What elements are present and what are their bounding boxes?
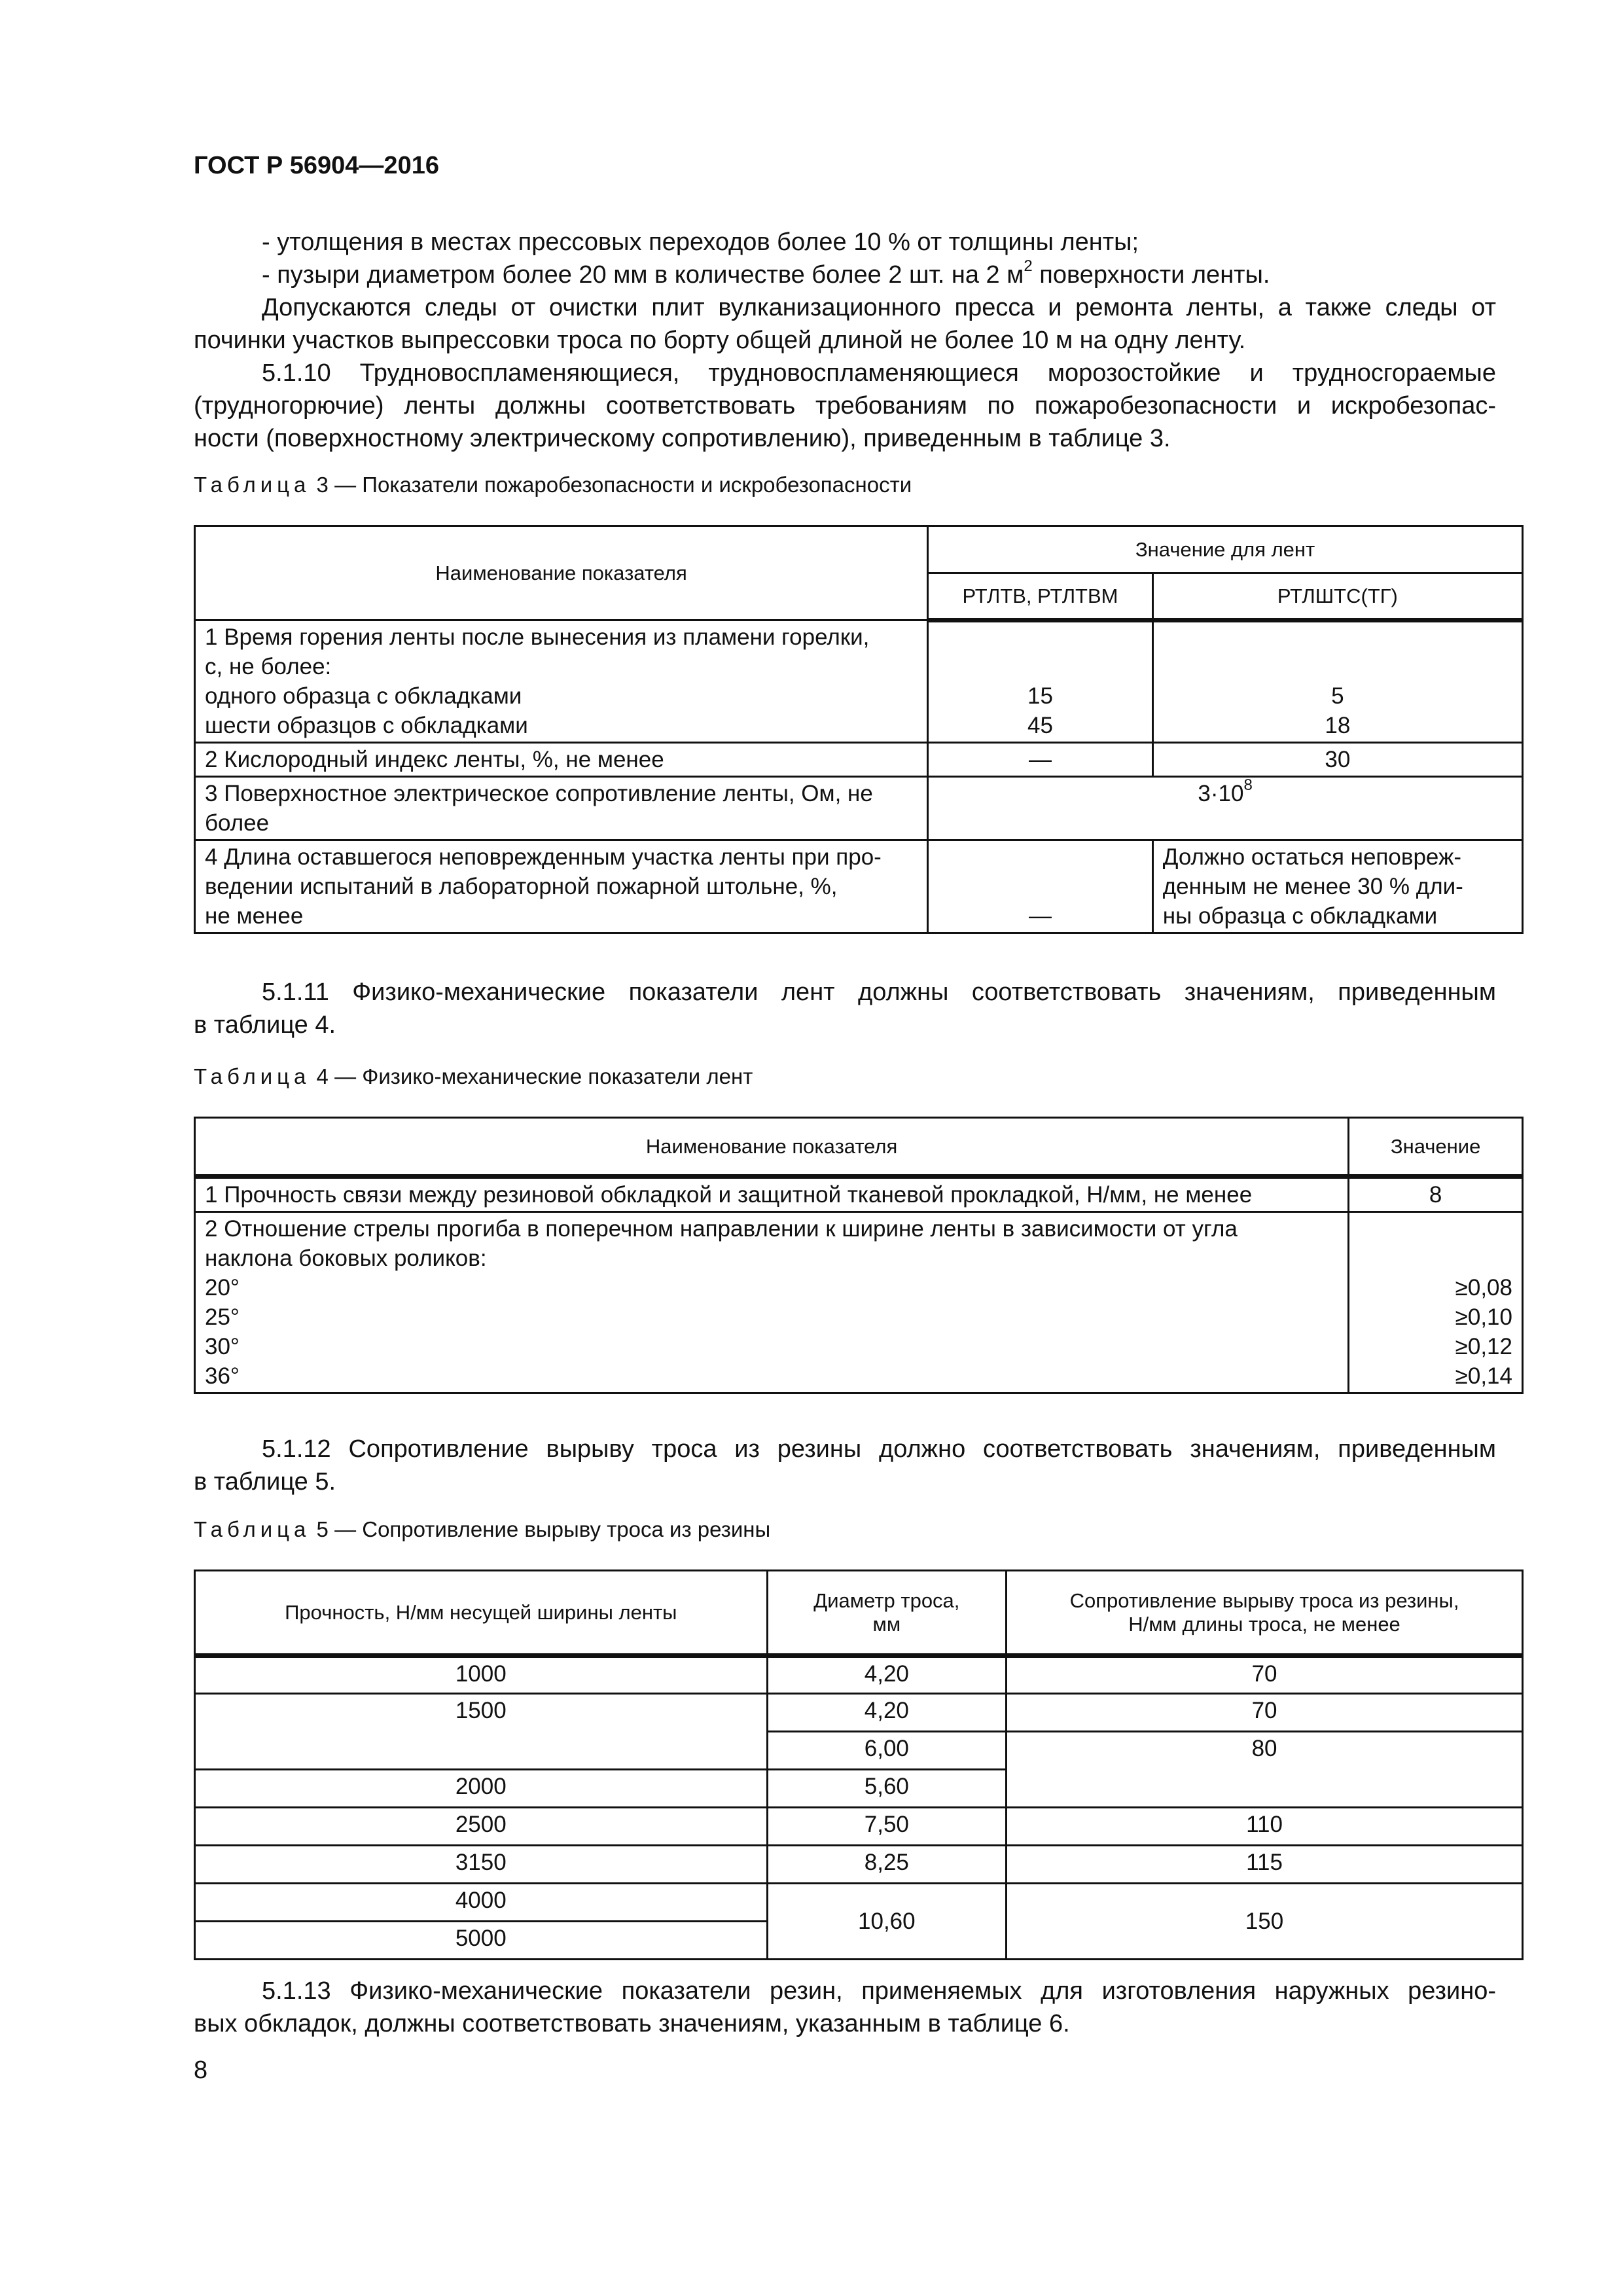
t4-r2-line-2: наклона боковых роликов: — [205, 1246, 487, 1271]
t5-strength-1000: 1000 — [195, 1656, 768, 1694]
intro-line-2-tail: поверхности ленты. — [1032, 261, 1270, 289]
t3-r4-val2-line-2: денным не менее 30 % дли- — [1162, 874, 1463, 899]
t4-value-36: ≥0,14 — [1455, 1363, 1512, 1389]
area-unit-superscript: 2 — [1024, 257, 1033, 276]
t4-row-2 — [195, 1212, 1523, 1393]
t3-row-3 — [195, 777, 1523, 840]
intro-line-3: Допускаются следы от очистки плит вулканизационного пресса и ремонта ленты, а также следы от — [262, 294, 1496, 321]
t3-r1-line-1: 1 Время горения ленты после вынесения из пламени горелки, — [205, 624, 870, 650]
t5-diameter-2500: 7,50 — [767, 1808, 1007, 1846]
t5-header-diameter — [767, 1571, 1007, 1656]
t5-strength-1500: 1500 — [195, 1694, 768, 1770]
t5-diameter-1500-b: 6,00 — [767, 1732, 1007, 1770]
t5-row-2500 — [195, 1808, 1523, 1846]
t5-resistance-2500: 110 — [1007, 1808, 1523, 1846]
t4-r1-name: 1 Прочность связи между резиновой обкладкой и защитной тканевой прокладкой, Н/мм, не менее — [195, 1177, 1349, 1212]
t3-r4-line-3: не менее — [205, 903, 304, 929]
t5-strength-3150: 3150 — [195, 1846, 768, 1884]
t4-row-1 — [195, 1177, 1523, 1212]
intro-line-1: - утолщения в местах прессовых переходов более 10 % от толщины ленты; — [262, 228, 1139, 256]
t5-header-strength: Прочность, Н/мм несущей ширины ленты — [195, 1571, 768, 1656]
t5-diameter-1000: 4,20 — [767, 1656, 1007, 1694]
t3-row-1 — [195, 620, 1523, 743]
t5-row-4000 — [195, 1884, 1523, 1922]
table-5-caption-word: Таблица — [194, 1517, 311, 1541]
t3-r1-val2 — [1152, 620, 1522, 743]
table-5-caption — [194, 1517, 770, 1542]
t3-r3-name — [195, 777, 928, 840]
t5-strength-4000: 4000 — [195, 1884, 768, 1922]
table-5-caption-title: 5 — Сопротивление вырыву троса из резины — [310, 1517, 771, 1541]
t5-resistance-4000-5000: 150 — [1007, 1884, 1523, 1960]
table-3-caption — [194, 473, 912, 497]
t4-angle-30: 30° — [205, 1334, 240, 1359]
t3-r1-line-2: с, не более: — [205, 654, 332, 679]
t5-row-1500-a — [195, 1694, 1523, 1732]
t3-r4-val2 — [1152, 840, 1522, 933]
table-4-caption — [194, 1064, 753, 1089]
t3-r1-val2-b: 18 — [1325, 713, 1351, 738]
t4-r2-values — [1349, 1212, 1523, 1393]
t3-r3-val — [928, 777, 1523, 840]
table-4-caption-title: 4 — Физико-механические показатели лент — [310, 1064, 753, 1088]
table-3-caption-title: 3 — Показатели пожаробезопасности и искробезопасности — [310, 473, 912, 497]
t4-r2-name — [195, 1212, 1349, 1393]
t3-r2-val2: 30 — [1152, 743, 1522, 777]
t3-r4-line-2: ведении испытаний в лабораторной пожарной штольне, %, — [205, 874, 838, 899]
t3-header-name: Наименование показателя — [195, 526, 928, 620]
t5-row-1000 — [195, 1656, 1523, 1694]
t3-r2-val1: — — [928, 743, 1153, 777]
t4-r1-val: 8 — [1349, 1177, 1523, 1212]
t5-strength-2500: 2500 — [195, 1808, 768, 1846]
t3-r1-line-3: одного образца с обкладками — [205, 683, 522, 709]
t4-r2-line-1: 2 Отношение стрелы прогиба в поперечном направлении к ширине ленты в зависимости от угла — [205, 1216, 1238, 1242]
t3-r4-line-1: 4 Длина оставшегося неповрежденным участка ленты при про- — [205, 844, 882, 870]
t5-diameter-2000: 5,60 — [767, 1770, 1007, 1808]
intro-line-4: починки участков выпрессовки троса по борту общей длиной не более 10 м на одну ленту. — [194, 327, 1246, 354]
clause-5-1-10-line-1: 5.1.10 Трудновоспламеняющиеся, трудновоспламеняющиеся морозостойкие и трудносгораемые — [262, 359, 1496, 387]
clause-5-1-10-line-3: ности (поверхностному электрическому сопротивлению), приведенным в таблице 3. — [194, 425, 1171, 452]
t3-header-value: Значение для лент — [928, 526, 1523, 573]
clause-5-1-11-line-2: в таблице 4. — [194, 1011, 336, 1039]
t3-r1-val1 — [928, 620, 1153, 743]
t3-r1-val2-a: 5 — [1331, 683, 1344, 709]
t5-header-resistance — [1007, 1571, 1523, 1656]
intro-line-2 — [262, 259, 1496, 291]
t5-resistance-80: 80 — [1007, 1732, 1523, 1808]
t3-row-2 — [195, 743, 1523, 777]
table-3 — [194, 525, 1524, 934]
clause-5-1-11-line-1: 5.1.11 Физико-механические показатели лент должны соответствовать значениям, приведенным — [262, 978, 1496, 1006]
t5-diameter-3150: 8,25 — [767, 1846, 1007, 1884]
t3-r3-val-base: 3·10 — [1198, 781, 1244, 806]
intro-line-2-text: - пузыри диаметром более 20 мм в количестве более 2 шт. на 2 м — [262, 261, 1024, 289]
t3-r4-val1: — — [928, 840, 1153, 933]
t5-resistance-1500-a: 70 — [1007, 1694, 1523, 1732]
t3-r1-val1-b: 45 — [1027, 713, 1053, 738]
t4-header-name: Наименование показателя — [195, 1118, 1349, 1177]
t5-diameter-1500-a: 4,20 — [767, 1694, 1007, 1732]
t4-value-20: ≥0,08 — [1455, 1275, 1512, 1300]
t3-r4-val2-line-3: ны образца с обкладками — [1162, 903, 1438, 929]
clause-5-1-13-line-2: вых обкладок, должны соответствовать значениям, указанным в таблице 6. — [194, 2010, 1070, 2037]
t4-angle-20: 20° — [205, 1275, 240, 1300]
t3-r1-val1-a: 15 — [1027, 683, 1053, 709]
clause-5-1-13-line-1: 5.1.13 Физико-механические показатели резин, применяемых для изготовления наружных резино- — [262, 1977, 1496, 2005]
t5-header-diameter-line-1: Диаметр троса, — [813, 1588, 960, 1612]
t4-angle-36: 36° — [205, 1363, 240, 1389]
t5-resistance-1000: 70 — [1007, 1656, 1523, 1694]
t3-r3-val-exponent: 8 — [1243, 776, 1253, 795]
table-5 — [194, 1570, 1524, 1960]
t5-header-resistance-line-2: Н/мм длины троса, не менее — [1128, 1612, 1400, 1636]
clause-5-1-12-line-1: 5.1.12 Сопротивление вырыву троса из резины должно соответствовать значениям, приведенным — [262, 1435, 1496, 1463]
t4-value-30: ≥0,12 — [1455, 1334, 1512, 1359]
t3-header-col1: РТЛТВ, РТЛТВМ — [928, 573, 1153, 620]
clause-5-1-12-line-2: в таблице 5. — [194, 1468, 336, 1496]
t3-r4-name — [195, 840, 928, 933]
t3-row-4 — [195, 840, 1523, 933]
t3-r2-name: 2 Кислородный индекс ленты, %, не менее — [195, 743, 928, 777]
t5-strength-2000: 2000 — [195, 1770, 768, 1808]
t3-r3-line-2: более — [205, 810, 270, 836]
page-number: 8 — [194, 2056, 208, 2084]
table-4-caption-word: Таблица — [194, 1064, 311, 1088]
t5-row-3150 — [195, 1846, 1523, 1884]
t3-header-col2: РТЛШТС(ТГ) — [1152, 573, 1522, 620]
t5-header-diameter-line-2: мм — [872, 1612, 901, 1636]
t3-r3-line-1: 3 Поверхностное электрическое сопротивление ленты, Ом, не — [205, 781, 873, 806]
t5-strength-5000: 5000 — [195, 1922, 768, 1960]
t5-resistance-3150: 115 — [1007, 1846, 1523, 1884]
table-4 — [194, 1117, 1524, 1394]
t4-angle-25: 25° — [205, 1304, 240, 1330]
standard-id-header: ГОСТ Р 56904—2016 — [194, 152, 439, 179]
t4-header-value: Значение — [1349, 1118, 1523, 1177]
t5-header-resistance-line-1: Сопротивление вырыву троса из резины, — [1069, 1588, 1459, 1612]
t3-r4-val2-line-1: Должно остаться неповреж- — [1162, 844, 1462, 870]
t5-diameter-4000-5000: 10,60 — [767, 1884, 1007, 1960]
t3-r1-name — [195, 620, 928, 743]
t4-value-25: ≥0,10 — [1455, 1304, 1512, 1330]
t3-r1-line-4: шести образцов с обкладками — [205, 713, 528, 738]
clause-5-1-10-line-2: (трудногорючие) ленты должны соответствовать требованиям по пожаробезопасности и искробезопас- — [194, 392, 1496, 420]
table-3-caption-word: Таблица — [194, 473, 311, 497]
